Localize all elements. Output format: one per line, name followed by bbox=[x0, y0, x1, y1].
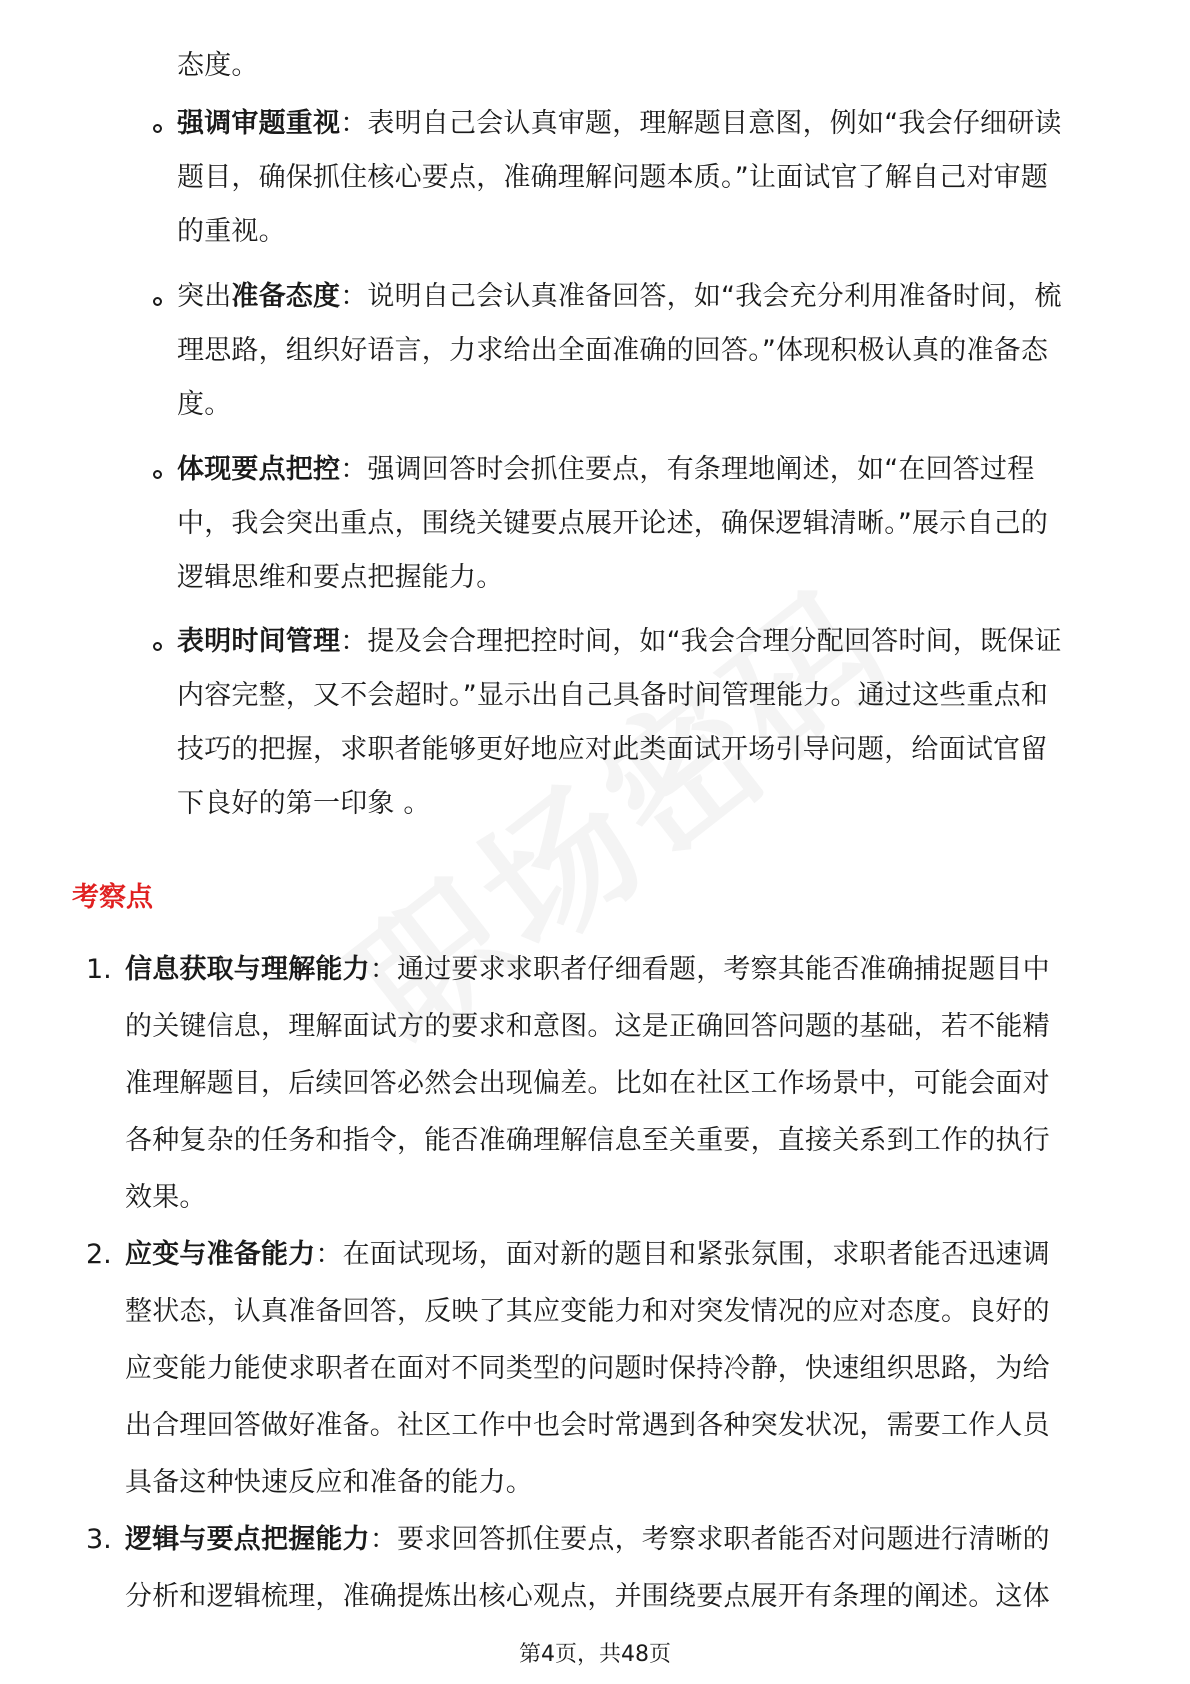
section-heading: 考察点 bbox=[72, 882, 153, 913]
numbered-item-line: 各种复杂的任务和指令，能否准确理解信息至关重要，直接关系到工作的执行 bbox=[125, 1125, 1050, 1156]
numbered-item-line bbox=[125, 1520, 1050, 1560]
numbered-item-line: 分析和逻辑梳理，准确提炼出核心观点，并围绕要点展开有条理的阐述。这体 bbox=[125, 1581, 1050, 1612]
sub-item-line bbox=[177, 277, 1062, 317]
numbered-item-line: 整状态，认真准备回答，反映了其应变能力和对突发情况的应对态度。良好的 bbox=[125, 1296, 1050, 1327]
numbered-item-line bbox=[125, 950, 1050, 990]
sub-item-line: 逻辑思维和要点把握能力。 bbox=[177, 562, 504, 593]
sub-item-line: 内容完整，又不会超时。”显示出自己具备时间管理能力。通过这些重点和 bbox=[177, 680, 1049, 711]
sub-item-text: ：提及会合理把控时间，如“我会合理分配回答时间，既保证 bbox=[340, 626, 1062, 657]
sub-item-line: 度。 bbox=[177, 389, 232, 420]
sub-item-line: 理思路，组织好语言，力求给出全面准确的回答。”体现积极认真的准备态 bbox=[177, 335, 1049, 366]
list-number: 1. bbox=[86, 954, 112, 985]
numbered-item-line bbox=[125, 1235, 1050, 1275]
sub-item-line: 技巧的把握，求职者能够更好地应对此类面试开场引导问题，给面试官留 bbox=[177, 734, 1048, 765]
list-number: 3. bbox=[86, 1524, 112, 1555]
numbered-item-title: 逻辑与要点把握能力 bbox=[125, 1524, 370, 1555]
sub-item-text: ：说明自己会认真准备回答，如“我会充分利用准备时间，梳 bbox=[340, 281, 1062, 312]
hollow-bullet-icon bbox=[153, 124, 162, 133]
numbered-item-text: ：在面试现场，面对新的题目和紧张氛围，求职者能否迅速调 bbox=[315, 1239, 1050, 1270]
sub-item-text: ：强调回答时会抓住要点，有条理地阐述，如“在回答过程 bbox=[340, 454, 1035, 485]
sub-item-line: 的重视。 bbox=[177, 216, 286, 247]
numbered-item-line: 的关键信息，理解面试方的要求和意图。这是正确回答问题的基础，若不能精 bbox=[125, 1011, 1050, 1042]
sub-item-line bbox=[177, 104, 1062, 144]
numbered-item-line: 效果。 bbox=[125, 1182, 207, 1213]
numbered-item-line: 具备这种快速反应和准备的能力。 bbox=[125, 1467, 533, 1498]
numbered-item-text: ：通过要求求职者仔细看题，考察其能否准确捕捉题目中 bbox=[369, 954, 1050, 985]
sub-item-title: 准备态度 bbox=[231, 281, 341, 312]
numbered-item-line: 出合理回答做好准备。社区工作中也会时常遇到各种突发状况，需要工作人员 bbox=[125, 1410, 1050, 1441]
numbered-item-title: 信息获取与理解能力 bbox=[125, 954, 370, 985]
sub-item-line: 下良好的第一印象 。 bbox=[177, 788, 431, 819]
sub-item-text: ：表明自己会认真审题，理解题目意图，例如“我会仔细研读 bbox=[340, 108, 1062, 139]
numbered-item-line: 准理解题目，后续回答必然会出现偏差。比如在社区工作场景中，可能会面对 bbox=[125, 1068, 1050, 1099]
sub-item-title: 体现要点把控 bbox=[177, 454, 341, 485]
sub-item-line: 题目，确保抓住核心要点，准确理解问题本质。”让面试官了解自己对审题 bbox=[177, 162, 1049, 193]
numbered-item-text: ：要求回答抓住要点，考察求职者能否对问题进行清晰的 bbox=[369, 1524, 1050, 1555]
sub-item-title: 表明时间管理 bbox=[177, 626, 341, 657]
sub-item-line: 中，我会突出重点，围绕关键要点展开论述，确保逻辑清晰。”展示自己的 bbox=[177, 508, 1049, 539]
hollow-bullet-icon bbox=[153, 297, 162, 306]
numbered-item-title: 应变与准备能力 bbox=[125, 1239, 316, 1270]
page-number-footer: 第4页，共48页 bbox=[519, 1642, 671, 1667]
paragraph-line: 态度。 bbox=[177, 50, 259, 81]
sub-item-line bbox=[177, 450, 1034, 490]
hollow-bullet-icon bbox=[153, 642, 162, 651]
sub-item-prefix: 突出 bbox=[177, 281, 232, 312]
list-number: 2. bbox=[86, 1239, 112, 1270]
sub-item-title: 强调审题重视 bbox=[177, 108, 341, 139]
sub-item-line bbox=[177, 622, 1062, 662]
numbered-item-line: 应变能力能使求职者在面对不同类型的问题时保持冷静，快速组织思路，为给 bbox=[125, 1353, 1050, 1384]
hollow-bullet-icon bbox=[153, 470, 162, 479]
